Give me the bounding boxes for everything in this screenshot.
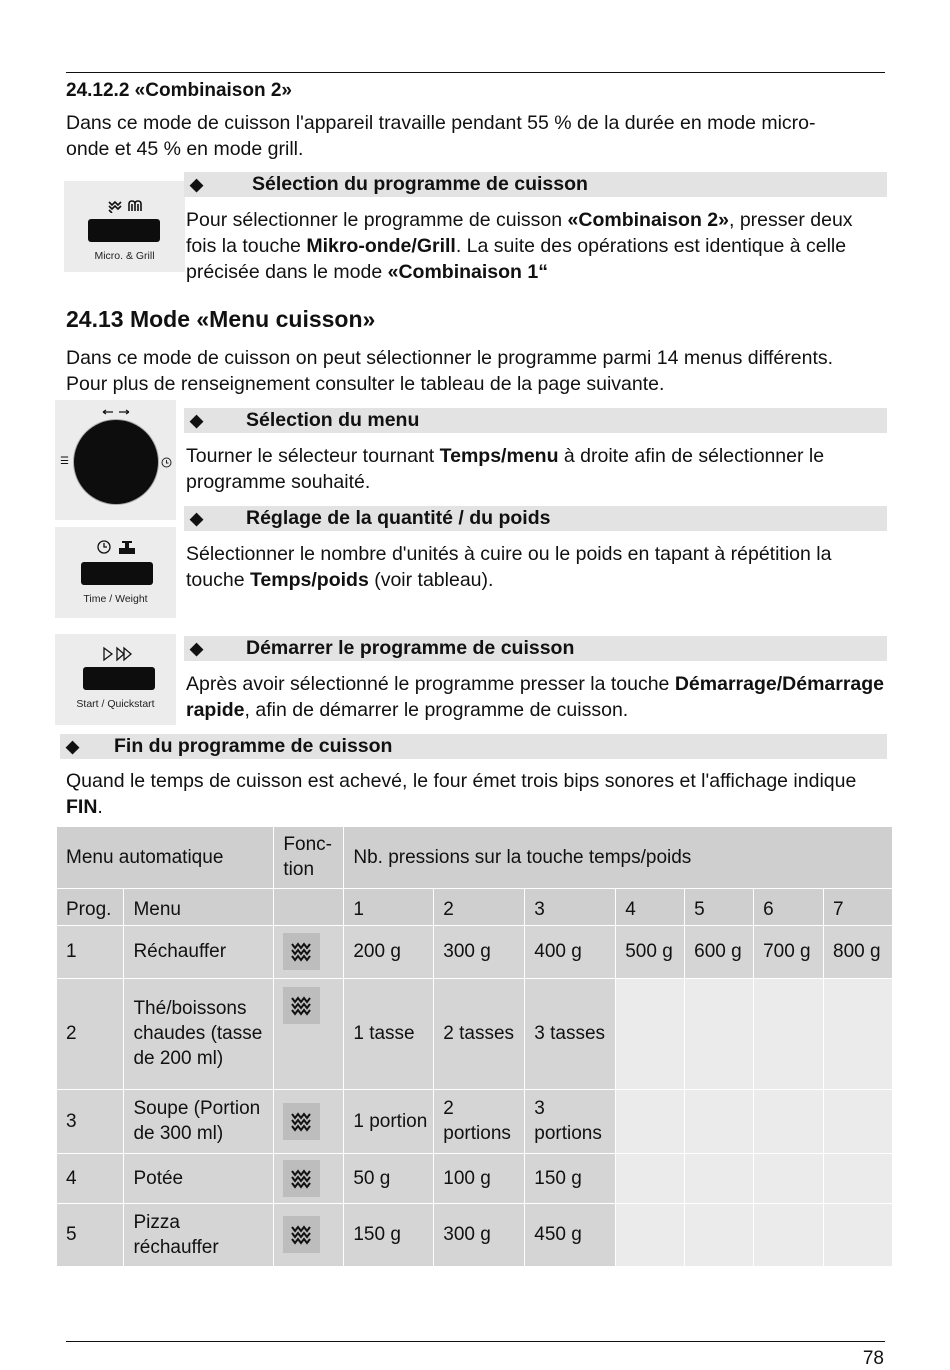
- header-press-3: 3: [525, 888, 616, 925]
- quantity-cell: 400 g: [525, 925, 616, 978]
- quantity-cell: 450 g: [525, 1203, 616, 1266]
- heading-bar-quantite-poids: ◆ Réglage de la quantité / du poids: [184, 506, 887, 531]
- heading-bar-fin-programme: ◆ Fin du programme de cuisson: [60, 734, 887, 759]
- prog-cell: 2: [57, 978, 124, 1089]
- header-press-2: 2: [434, 888, 525, 925]
- microwave-wave-icon: [283, 1216, 320, 1253]
- function-cell: [274, 1153, 344, 1203]
- start-quickstart-label: Start / Quickstart: [76, 698, 155, 710]
- quantity-cell: [824, 978, 893, 1089]
- quantity-cell: [616, 978, 685, 1089]
- knob-panel: [55, 400, 176, 520]
- quantity-cell: [685, 1203, 754, 1266]
- quantity-cell: 2 tasses: [434, 978, 525, 1089]
- start-quickstart-key[interactable]: [83, 667, 155, 690]
- microwave-wave-icon: [283, 1160, 320, 1197]
- heading-bar-demarrer: ◆ Démarrer le programme de cuisson: [184, 636, 887, 661]
- prog-cell: 5: [57, 1203, 124, 1266]
- quantity-cell: [754, 1203, 824, 1266]
- table-header-row: [57, 827, 893, 888]
- quantity-cell: 50 g: [344, 1153, 434, 1203]
- header-fonction-empty: [274, 888, 344, 925]
- function-cell: [274, 925, 344, 978]
- menu-cell: Soupe (Portion de 300 ml): [124, 1089, 274, 1153]
- quantity-cell: 100 g: [434, 1153, 525, 1203]
- quantity-cell: 3 tasses: [525, 978, 616, 1089]
- quantity-cell: [616, 1203, 685, 1266]
- quantity-cell: 1 portion: [344, 1089, 434, 1153]
- time-weight-label: Time / Weight: [83, 593, 148, 605]
- time-weight-button-panel: [55, 527, 176, 618]
- header-menu-automatique: Menu automatique: [57, 827, 274, 888]
- clock-icon: [161, 457, 172, 468]
- micro-grill-button-panel: [64, 181, 185, 272]
- intro-24-13: Dans ce mode de cuisson on peut sélectionner le programme parmi 14 menus différents. Pour plus de renseignement consulter le tableau de la page suivante.: [66, 347, 834, 395]
- step1-text: Tourner le sélecteur tournant Temps/menu à droite afin de sélectionner le programme souhaité.: [186, 445, 825, 493]
- header-presses: Nb. pressions sur la touche temps/poids: [344, 827, 893, 888]
- intro-24-12-2: Dans ce mode de cuisson l'appareil travaille pendant 55 % de la durée en mode micro- onde et 45 % en mode grill.: [66, 112, 816, 160]
- diamond-bullet-icon: ◆: [66, 737, 80, 756]
- header-press-1: 1: [344, 888, 434, 925]
- diamond-bullet-icon: ◆: [190, 411, 204, 430]
- quantity-cell: [685, 978, 754, 1089]
- menu-table: [57, 827, 893, 1267]
- quantity-cell: 3 portions: [525, 1089, 616, 1153]
- microwave-wave-icon: [283, 1103, 320, 1140]
- table-row: [57, 925, 893, 978]
- step3-text: Après avoir sélectionné le programme presser la touche Démarrage/Démarrage rapide, afin de démarrer le programme de cuisson.: [186, 673, 885, 721]
- menu-cell: Thé/boissons chaudes (tasse de 200 ml): [124, 978, 274, 1089]
- micro-grill-key[interactable]: [88, 219, 160, 242]
- diamond-bullet-icon: ◆: [190, 639, 204, 658]
- quantity-cell: 150 g: [344, 1203, 434, 1266]
- header-menu: Menu: [124, 888, 274, 925]
- quantity-cell: 700 g: [754, 925, 824, 978]
- step2-text: Sélectionner le nombre d'unités à cuire ou le poids en tapant à répétition la touche Temps/poids (voir tableau).: [186, 543, 832, 591]
- prog-cell: 3: [57, 1089, 124, 1153]
- quantity-cell: [685, 1153, 754, 1203]
- diamond-bullet-icon: ◆: [190, 175, 204, 194]
- header-fonction: Fonc-tion: [274, 827, 344, 888]
- table-subheader-row: [57, 888, 893, 925]
- quantity-cell: [754, 978, 824, 1089]
- bottom-rule: [66, 1341, 885, 1342]
- prog-cell: 4: [57, 1153, 124, 1203]
- menu-cell: Potée: [124, 1153, 274, 1203]
- header-press-5: 5: [685, 888, 754, 925]
- quantity-cell: 500 g: [616, 925, 685, 978]
- menu-cell: Réchauffer: [124, 925, 274, 978]
- section-title-24-12-2: 24.12.2 «Combinaison 2»: [66, 80, 292, 101]
- table-row: [57, 978, 893, 1089]
- clock-weight-icon: [97, 539, 137, 555]
- quantity-cell: [754, 1089, 824, 1153]
- quantity-cell: 800 g: [824, 925, 893, 978]
- quantity-cell: 2 portions: [434, 1089, 525, 1153]
- prog-cell: 1: [57, 925, 124, 978]
- header-prog: Prog.: [57, 888, 124, 925]
- page-number: 78: [862, 1348, 884, 1369]
- quantity-cell: 1 tasse: [344, 978, 434, 1089]
- table-row: [57, 1089, 893, 1153]
- step-text-combinaison-2: Pour sélectionner le programme de cuisson «Combinaison 2», presser deux fois la touche Mikro-onde/Grill. La suite des opérations est identique à celle précisée dans le mode «Combinaison 1“: [186, 209, 853, 283]
- microwave-wave-icon: [283, 933, 320, 970]
- menu-list-icon: ☰: [60, 456, 69, 467]
- header-press-4: 4: [616, 888, 685, 925]
- menu-cell: Pizza réchauffer: [124, 1203, 274, 1266]
- end-text: Quand le temps de cuisson est achevé, le four émet trois bips sonores et l'affichage indique FIN.: [66, 770, 857, 818]
- microwave-wave-icon: [283, 987, 320, 1024]
- diamond-bullet-icon: ◆: [190, 509, 204, 528]
- quantity-cell: 300 g: [434, 925, 525, 978]
- micro-grill-label: Micro. & Grill: [94, 250, 155, 262]
- heading-bar-selection-programme: ◆ Sélection du programme de cuisson: [184, 172, 887, 197]
- rotate-arrows-icon: [101, 408, 131, 416]
- top-rule: [66, 72, 885, 73]
- function-cell: [274, 978, 344, 1089]
- function-cell: [274, 1203, 344, 1266]
- play-fast-forward-icon: [102, 646, 134, 662]
- table-row: [57, 1203, 893, 1266]
- header-press-6: 6: [754, 888, 824, 925]
- quantity-cell: [616, 1089, 685, 1153]
- quantity-cell: 300 g: [434, 1203, 525, 1266]
- time-weight-key[interactable]: [81, 562, 153, 585]
- time-menu-knob[interactable]: [74, 420, 158, 504]
- quantity-cell: 200 g: [344, 925, 434, 978]
- function-cell: [274, 1089, 344, 1153]
- header-press-7: 7: [824, 888, 893, 925]
- quantity-cell: [616, 1153, 685, 1203]
- quantity-cell: [754, 1153, 824, 1203]
- quantity-cell: [824, 1089, 893, 1153]
- heading-bar-selection-menu: ◆ Sélection du menu: [184, 408, 887, 433]
- section-title-24-13: 24.13 Mode «Menu cuisson»: [66, 306, 376, 332]
- table-row: [57, 1153, 893, 1203]
- quantity-cell: [824, 1203, 893, 1266]
- micro-grill-icon: [108, 199, 144, 213]
- quantity-cell: 600 g: [685, 925, 754, 978]
- quantity-cell: [824, 1153, 893, 1203]
- start-button-panel: [55, 634, 176, 725]
- quantity-cell: 150 g: [525, 1153, 616, 1203]
- quantity-cell: [685, 1089, 754, 1153]
